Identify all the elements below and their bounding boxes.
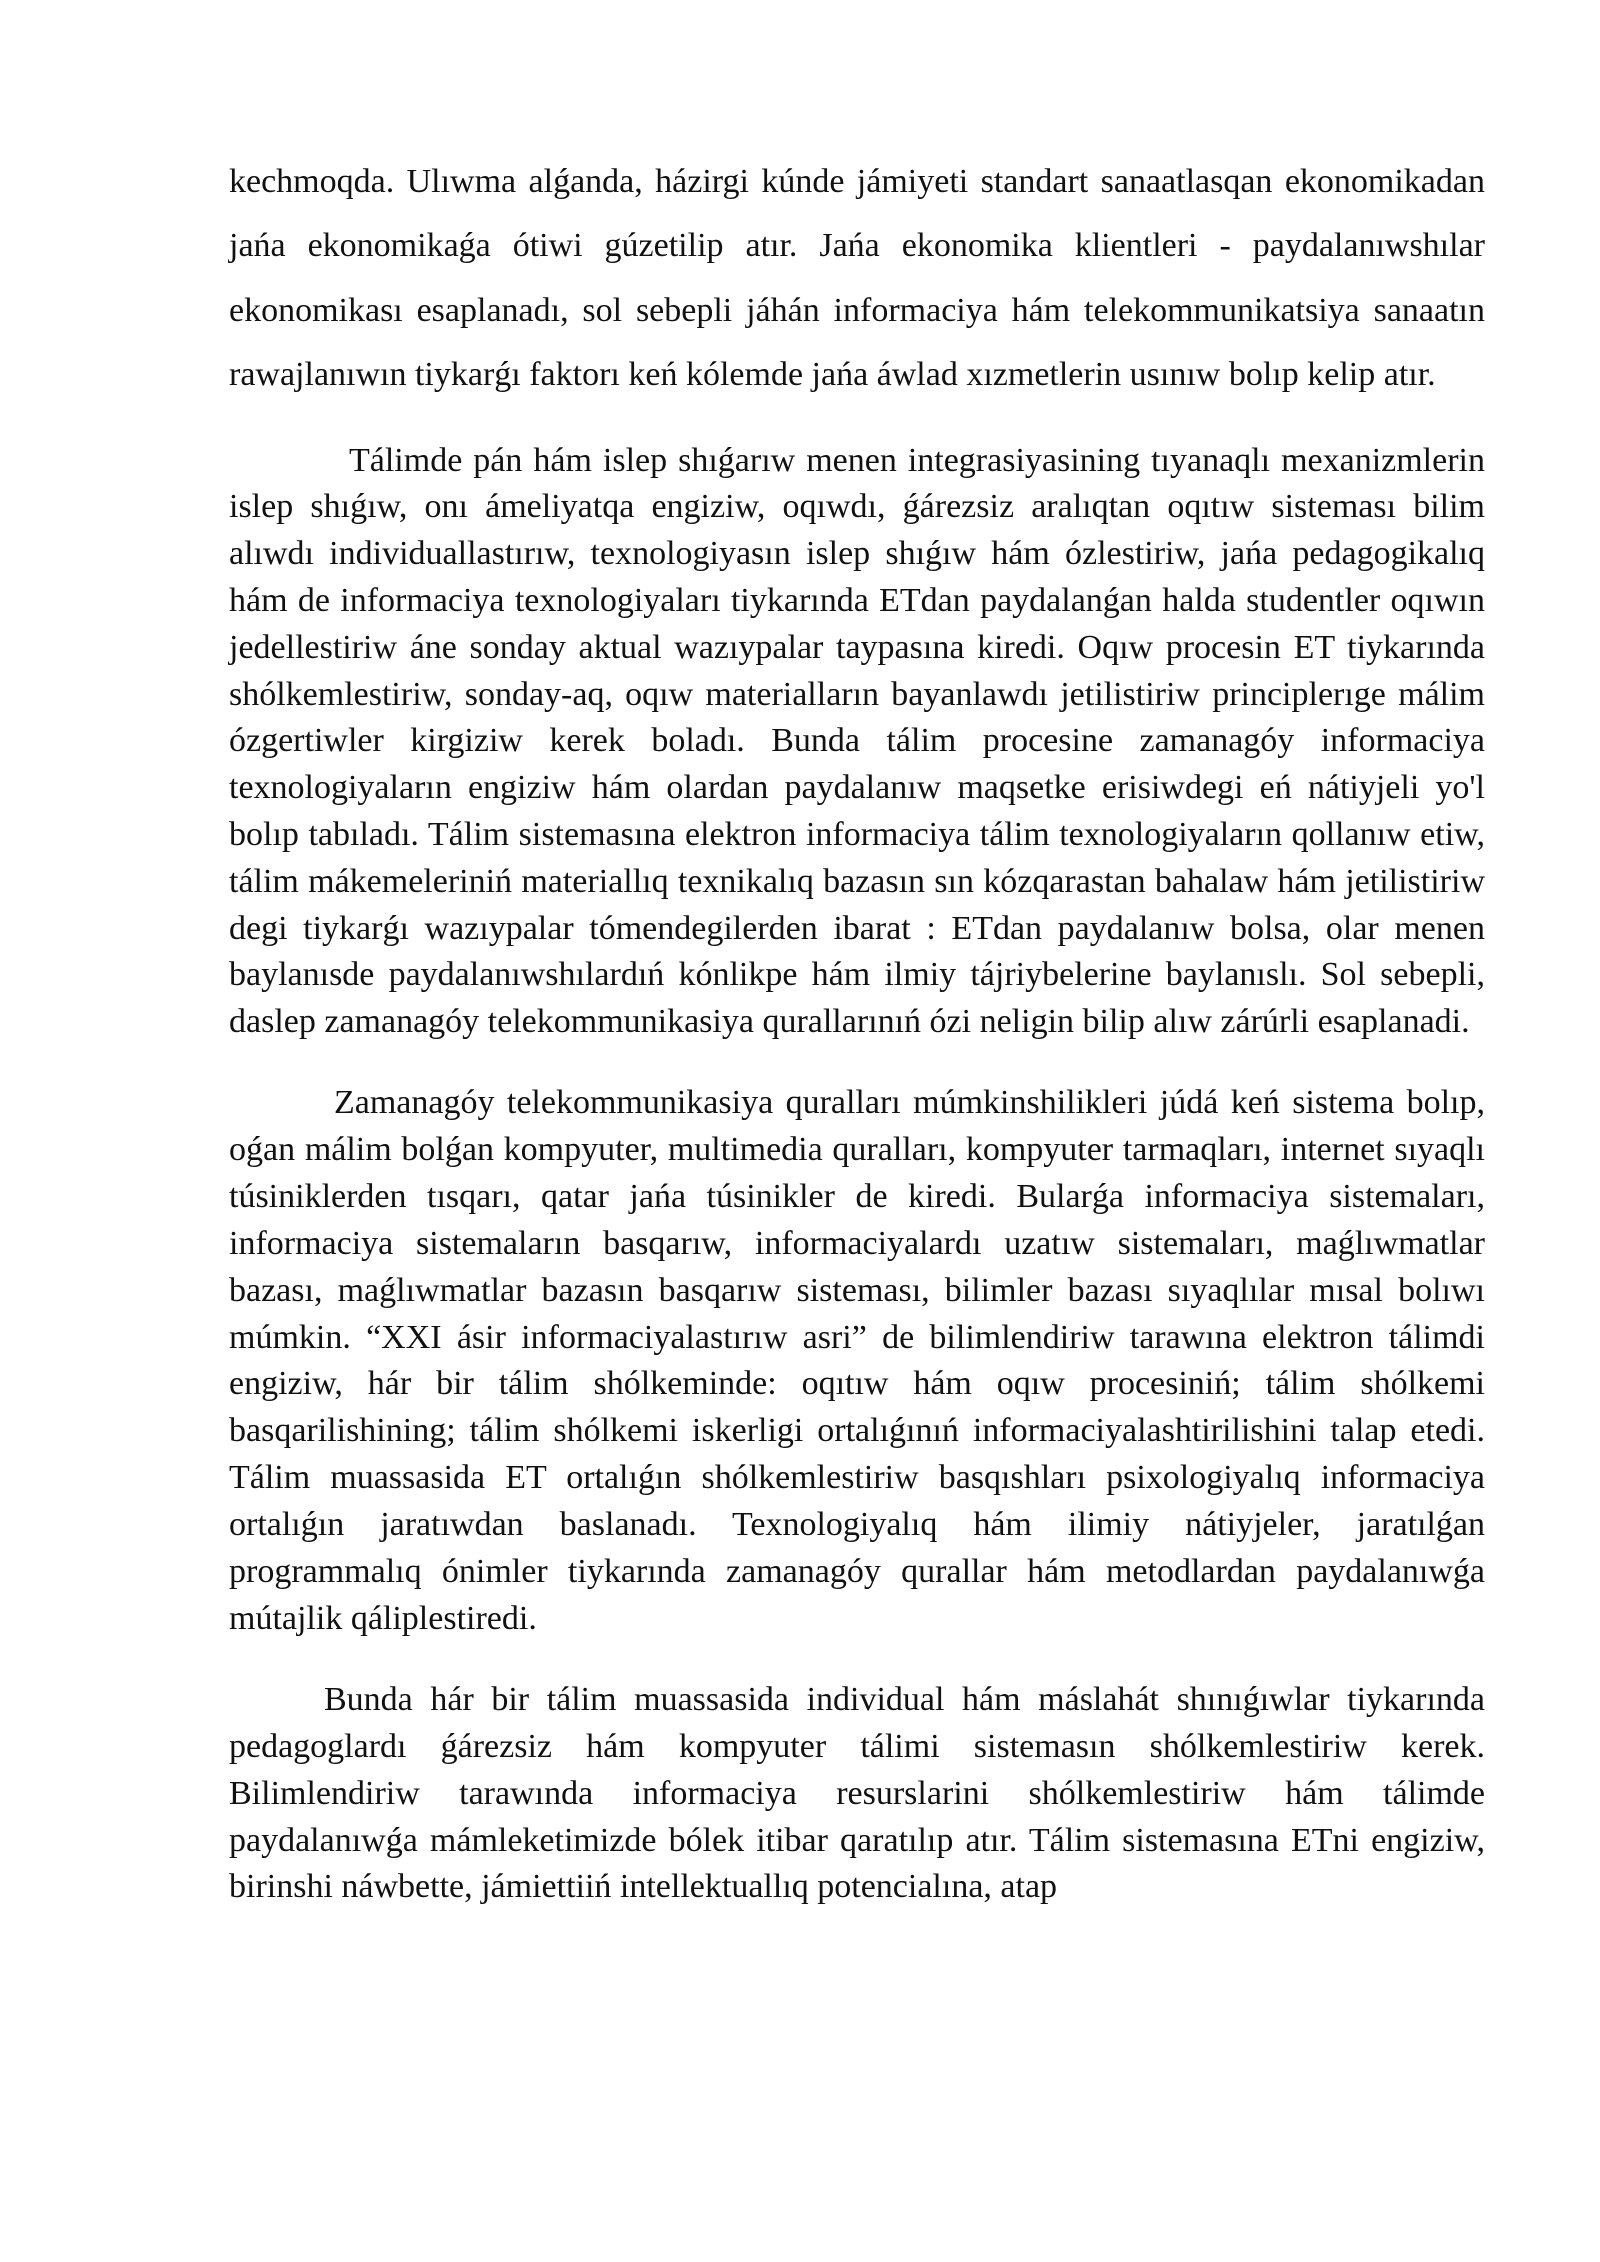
paragraph-1: kechmoqda. Ulıwma alǵanda, házirgi kúnde jámiyeti standart sanaatlasqan ekonomikadan jańa ekonomikaǵa ótiwi gúzetilip atır. Jańa ekonomika klientleri - paydalanıwshılar ekonomikası esaplanadı, sol sebepli jáhán informaciya hám telekommunikatsiya sanaatın rawajlanıwın tiykarǵı faktorı keń kólemde jańa áwlad xızmetlerin usınıw bolıp kelip atır.	[229, 163, 1485, 394]
paragraph-2: Tálimde pán hám islep shıǵarıw menen integrasiyasining tıyanaqlı mexanizmlerin islep shıǵıw, onı ámeliyatqa engiziw, oqıwdı, ǵárezsiz aralıqtan oqıtıw sisteması bilim alıwdı individuallastırıw, texnologiyasın islep shıǵıw hám ózlestiriw, jańa pedagogikalıq hám de informaciya texnologiyaları tiykarında ETdan paydalanǵan halda studentler oqıwın jedellestiriw áne sonday aktual wazıypalar taypasına kiredi. Oqıw procesin ET tiykarında shólkemlestiriw, sonday-aq, oqıw materialların bayanlawdı jetilistiriw principlerıge málim ózgertiwler kirgiziw kerek boladı. Bunda tálim procesine zamanagóy informaciya texnologiyaların engiziw hám olardan paydalanıw maqsetke erisiwdegi eń nátiyjeli yo'l bolıp tabıladı. Tálim sistemasına elektron informaciya tálim texnologiyaların qollanıw etiw, tálim mákemeleriniń materiallıq texnikalıq bazasın sın kózqarastan bahalaw hám jetilistiriw degi tiykarǵı wazıypalar tómendegilerden ibarat : ETdan paydalanıw bolsa, olar menen baylanısde paydalanıwshılardıń kónlikpe hám ilmiy tájriybelerine baylanıslı. Sol sebepli, daslep zamanagóy telekommunikasiya qurallarınıń ózi neligin bilip alıw zárúrli esaplanadi.	[229, 441, 1485, 1041]
document-body	[229, 150, 1485, 1911]
paragraph-3: Zamanagóy telekommunikasiya quralları múmkinshilikleri júdá keń sistema bolıp, oǵan málim bolǵan kompyuter, multimedia quralları, kompyuter tarmaqları, internet sıyaqlı túsiniklerden tısqarı, qatar jańa túsinikler de kiredi. Bularǵa informaciya sistemaları, informaciya sistemaların basqarıw, informaciyalardı uzatıw sistemaları, maǵlıwmatlar bazası, maǵlıwmatlar bazasın basqarıw sisteması, bilimler bazası sıyaqlılar mısal bolıwı múmkin. “XXI ásir informaciyalastırıw asri” de bilimlendiriw tarawına elektron tálimdi engiziw, hár bir tálim shólkeminde: oqıtıw hám oqıw procesiniń; tálim shólkemi basqarilishining; tálim shólkemi iskerligi ortalıǵınıń informaciyalashtirilishini talap etedi. Tálim muassasida ET ortalıǵın shólkemlestiriw basqıshları psixologiyalıq informaciya ortalıǵın jaratıwdan baslanadı. Texnologiyalıq hám ilimiy nátiyjeler, jaratılǵan programmalıq ónimler tiykarında zamanagóy qurallar hám metodlardan paydalanıwǵa mútajlik qáliplestiredi.	[229, 1083, 1485, 1637]
paragraph-4: Bunda hár bir tálim muassasida individual hám máslahát shınıǵıwlar tiykarında pedagoglardı ǵárezsiz hám kompyuter tálimi sistemasın shólkemlestiriw kerek. Bilimlendiriw tarawında informaciya resurslarini shólkemlestiriw hám tálimde paydalanıwǵa mámleketimizde bólek itibar qaratılıp atır. Tálim sistemasına ETni engiziw, birinshi náwbette, jámiettiiń intellektuallıq potencialına, atap	[229, 1680, 1485, 1906]
